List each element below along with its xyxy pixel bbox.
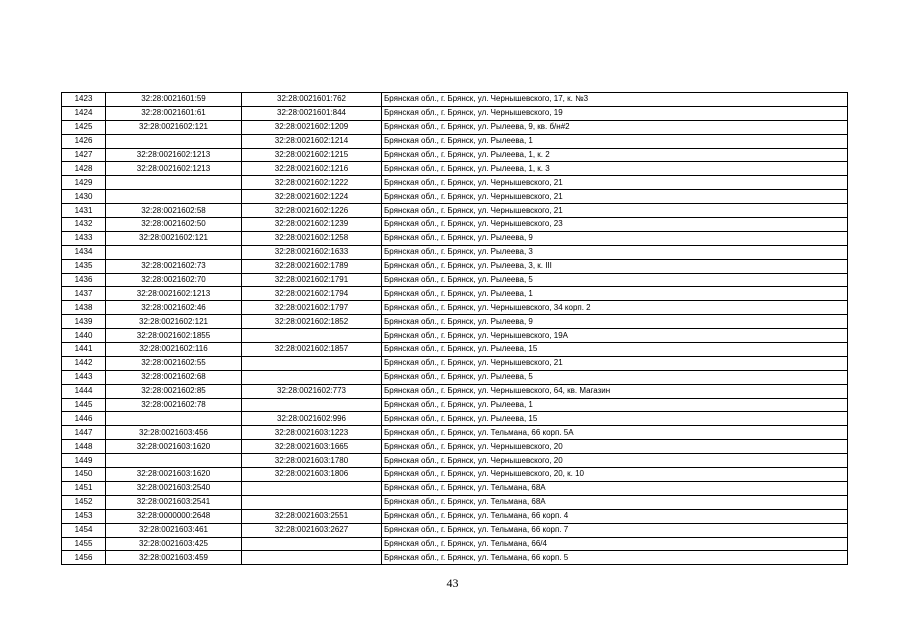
address-cell: Брянская обл., г. Брянск, ул. Рылеева, 1, к. 3 (382, 162, 848, 176)
building-cadastral-number-cell: 32:28:0021602:1226 (242, 204, 382, 218)
table-row (62, 120, 848, 134)
page-number: 43 (446, 576, 459, 590)
row-number-cell: 1429 (62, 176, 106, 190)
building-cadastral-number-cell (242, 356, 382, 370)
table-row (62, 551, 848, 565)
table-row (62, 134, 848, 148)
parcel-cadastral-number-cell: 32:28:0021602:50 (106, 218, 242, 232)
address-cell: Брянская обл., г. Брянск, ул. Тельмана, 66/4 (382, 537, 848, 551)
parcel-cadastral-number-cell: 32:28:0021603:459 (106, 551, 242, 565)
row-number-cell: 1446 (62, 412, 106, 426)
address-cell: Брянская обл., г. Брянск, ул. Чернышевского, 23 (382, 218, 848, 232)
address-cell: Брянская обл., г. Брянск, ул. Чернышевского, 20 (382, 454, 848, 468)
parcel-cadastral-number-cell: 32:28:0021602:46 (106, 301, 242, 315)
parcel-cadastral-number-cell: 32:28:0021602:1213 (106, 287, 242, 301)
address-cell: Брянская обл., г. Брянск, ул. Чернышевского, 21 (382, 356, 848, 370)
building-cadastral-number-cell: 32:28:0021602:1214 (242, 134, 382, 148)
row-number-cell: 1442 (62, 356, 106, 370)
address-cell: Брянская обл., г. Брянск, ул. Чернышевского, 21 (382, 204, 848, 218)
address-cell: Брянская обл., г. Брянск, ул. Чернышевского, 64, кв. Магазин (382, 384, 848, 398)
row-number-cell: 1438 (62, 301, 106, 315)
row-number-cell: 1426 (62, 134, 106, 148)
parcel-cadastral-number-cell: 32:28:0021602:1213 (106, 148, 242, 162)
row-number-cell: 1425 (62, 120, 106, 134)
parcel-cadastral-number-cell: 32:28:0021602:121 (106, 120, 242, 134)
building-cadastral-number-cell: 32:28:0021603:1223 (242, 426, 382, 440)
parcel-cadastral-number-cell: 32:28:0021602:78 (106, 398, 242, 412)
row-number-cell: 1428 (62, 162, 106, 176)
address-cell: Брянская обл., г. Брянск, ул. Рылеева, 9 (382, 231, 848, 245)
address-cell: Брянская обл., г. Брянск, ул. Тельмана, 66 корп. 4 (382, 509, 848, 523)
building-cadastral-number-cell: 32:28:0021603:1665 (242, 440, 382, 454)
address-cell: Брянская обл., г. Брянск, ул. Тельмана, 66 корп. 7 (382, 523, 848, 537)
table-row (62, 106, 848, 120)
row-number-cell: 1456 (62, 551, 106, 565)
building-cadastral-number-cell (242, 370, 382, 384)
parcel-cadastral-number-cell: 32:28:0021602:1213 (106, 162, 242, 176)
building-cadastral-number-cell: 32:28:0021602:1215 (242, 148, 382, 162)
building-cadastral-number-cell: 32:28:0021602:996 (242, 412, 382, 426)
building-cadastral-number-cell: 32:28:0021601:762 (242, 93, 382, 107)
row-number-cell: 1432 (62, 218, 106, 232)
address-cell: Брянская обл., г. Брянск, ул. Тельмана, 68А (382, 495, 848, 509)
address-cell: Брянская обл., г. Брянск, ул. Чернышевского, 20 (382, 440, 848, 454)
parcel-cadastral-number-cell: 32:28:0021602:68 (106, 370, 242, 384)
address-cell: Брянская обл., г. Брянск, ул. Рылеева, 1 (382, 398, 848, 412)
building-cadastral-number-cell: 32:28:0021602:1791 (242, 273, 382, 287)
address-cell: Брянская обл., г. Брянск, ул. Тельмана, 66 корп. 5А (382, 426, 848, 440)
table-row (62, 245, 848, 259)
building-cadastral-number-cell: 32:28:0021601:844 (242, 106, 382, 120)
table-row (62, 301, 848, 315)
address-cell: Брянская обл., г. Брянск, ул. Рылеева, 1 (382, 134, 848, 148)
building-cadastral-number-cell: 32:28:0021602:1857 (242, 343, 382, 357)
row-number-cell: 1455 (62, 537, 106, 551)
row-number-cell: 1444 (62, 384, 106, 398)
row-number-cell: 1451 (62, 481, 106, 495)
table-row (62, 356, 848, 370)
parcel-cadastral-number-cell: 32:28:0000000:2648 (106, 509, 242, 523)
row-number-cell: 1437 (62, 287, 106, 301)
building-cadastral-number-cell: 32:28:0021602:1797 (242, 301, 382, 315)
row-number-cell: 1453 (62, 509, 106, 523)
address-cell: Брянская обл., г. Брянск, ул. Тельмана, 66 корп. 5 (382, 551, 848, 565)
table-row (62, 370, 848, 384)
address-cell: Брянская обл., г. Брянск, ул. Рылеева, 9, кв. б/н#2 (382, 120, 848, 134)
building-cadastral-number-cell: 32:28:0021602:1633 (242, 245, 382, 259)
table-row (62, 190, 848, 204)
row-number-cell: 1424 (62, 106, 106, 120)
table-row (62, 273, 848, 287)
address-cell: Брянская обл., г. Брянск, ул. Рылеева, 1, к. 2 (382, 148, 848, 162)
table-row (62, 93, 848, 107)
row-number-cell: 1454 (62, 523, 106, 537)
building-cadastral-number-cell: 32:28:0021603:2551 (242, 509, 382, 523)
row-number-cell: 1427 (62, 148, 106, 162)
parcel-cadastral-number-cell: 32:28:0021603:461 (106, 523, 242, 537)
table-row (62, 329, 848, 343)
table-row (62, 495, 848, 509)
parcel-cadastral-number-cell: 32:28:0021602:1855 (106, 329, 242, 343)
row-number-cell: 1439 (62, 315, 106, 329)
row-number-cell: 1448 (62, 440, 106, 454)
address-cell: Брянская обл., г. Брянск, ул. Рылеева, 15 (382, 412, 848, 426)
address-cell: Брянская обл., г. Брянск, ул. Рылеева, 3 (382, 245, 848, 259)
parcel-cadastral-number-cell: 32:28:0021603:1620 (106, 440, 242, 454)
building-cadastral-number-cell: 32:28:0021602:773 (242, 384, 382, 398)
address-cell: Брянская обл., г. Брянск, ул. Чернышевского, 19 (382, 106, 848, 120)
building-cadastral-number-cell (242, 495, 382, 509)
address-cell: Брянская обл., г. Брянск, ул. Чернышевского, 21 (382, 176, 848, 190)
building-cadastral-number-cell: 32:28:0021602:1258 (242, 231, 382, 245)
parcel-cadastral-number-cell: 32:28:0021603:2540 (106, 481, 242, 495)
building-cadastral-number-cell (242, 398, 382, 412)
parcel-cadastral-number-cell: 32:28:0021602:85 (106, 384, 242, 398)
address-cell: Брянская обл., г. Брянск, ул. Рылеева, 3, к. III (382, 259, 848, 273)
address-cell: Брянская обл., г. Брянск, ул. Рылеева, 15 (382, 343, 848, 357)
parcel-cadastral-number-cell: 32:28:0021603:2541 (106, 495, 242, 509)
table-row (62, 440, 848, 454)
row-number-cell: 1440 (62, 329, 106, 343)
table-row (62, 537, 848, 551)
row-number-cell: 1452 (62, 495, 106, 509)
parcel-cadastral-number-cell: 32:28:0021602:55 (106, 356, 242, 370)
parcel-cadastral-number-cell: 32:28:0021602:121 (106, 315, 242, 329)
table-row (62, 509, 848, 523)
building-cadastral-number-cell: 32:28:0021603:1780 (242, 454, 382, 468)
row-number-cell: 1445 (62, 398, 106, 412)
building-cadastral-number-cell: 32:28:0021602:1239 (242, 218, 382, 232)
table-row (62, 412, 848, 426)
parcel-cadastral-number-cell: 32:28:0021602:58 (106, 204, 242, 218)
building-cadastral-number-cell: 32:28:0021602:1209 (242, 120, 382, 134)
table-row (62, 287, 848, 301)
address-cell: Брянская обл., г. Брянск, ул. Рылеева, 1 (382, 287, 848, 301)
building-cadastral-number-cell: 32:28:0021603:1806 (242, 468, 382, 482)
row-number-cell: 1436 (62, 273, 106, 287)
row-number-cell: 1433 (62, 231, 106, 245)
building-cadastral-number-cell: 32:28:0021602:1224 (242, 190, 382, 204)
parcel-cadastral-number-cell: 32:28:0021602:121 (106, 231, 242, 245)
building-cadastral-number-cell (242, 481, 382, 495)
address-cell: Брянская обл., г. Брянск, ул. Рылеева, 9 (382, 315, 848, 329)
parcel-cadastral-number-cell (106, 454, 242, 468)
registry-table-body (62, 93, 848, 565)
parcel-cadastral-number-cell (106, 176, 242, 190)
building-cadastral-number-cell (242, 537, 382, 551)
parcel-cadastral-number-cell (106, 245, 242, 259)
row-number-cell: 1441 (62, 343, 106, 357)
address-cell: Брянская обл., г. Брянск, ул. Рылеева, 5 (382, 370, 848, 384)
table-row (62, 148, 848, 162)
row-number-cell: 1447 (62, 426, 106, 440)
row-number-cell: 1435 (62, 259, 106, 273)
table-row (62, 426, 848, 440)
address-cell: Брянская обл., г. Брянск, ул. Чернышевского, 19А (382, 329, 848, 343)
table-row (62, 204, 848, 218)
row-number-cell: 1430 (62, 190, 106, 204)
parcel-cadastral-number-cell: 32:28:0021602:70 (106, 273, 242, 287)
row-number-cell: 1443 (62, 370, 106, 384)
row-number-cell: 1450 (62, 468, 106, 482)
table-row (62, 315, 848, 329)
building-cadastral-number-cell: 32:28:0021602:1789 (242, 259, 382, 273)
table-row (62, 523, 848, 537)
table-row (62, 231, 848, 245)
table-row (62, 481, 848, 495)
building-cadastral-number-cell (242, 329, 382, 343)
address-cell: Брянская обл., г. Брянск, ул. Чернышевского, 17, к. №3 (382, 93, 848, 107)
table-row (62, 398, 848, 412)
building-cadastral-number-cell: 32:28:0021602:1852 (242, 315, 382, 329)
parcel-cadastral-number-cell (106, 134, 242, 148)
parcel-cadastral-number-cell: 32:28:0021603:425 (106, 537, 242, 551)
parcel-cadastral-number-cell (106, 412, 242, 426)
row-number-cell: 1434 (62, 245, 106, 259)
building-cadastral-number-cell: 32:28:0021603:2627 (242, 523, 382, 537)
building-cadastral-number-cell: 32:28:0021602:1216 (242, 162, 382, 176)
table-row (62, 259, 848, 273)
address-cell: Брянская обл., г. Брянск, ул. Чернышевского, 34 корп. 2 (382, 301, 848, 315)
table-row (62, 384, 848, 398)
registry-table (61, 92, 848, 565)
parcel-cadastral-number-cell: 32:28:0021601:61 (106, 106, 242, 120)
building-cadastral-number-cell: 32:28:0021602:1794 (242, 287, 382, 301)
address-cell: Брянская обл., г. Брянск, ул. Рылеева, 5 (382, 273, 848, 287)
row-number-cell: 1423 (62, 93, 106, 107)
table-row (62, 343, 848, 357)
parcel-cadastral-number-cell: 32:28:0021603:1620 (106, 468, 242, 482)
parcel-cadastral-number-cell: 32:28:0021603:456 (106, 426, 242, 440)
table-row (62, 218, 848, 232)
address-cell: Брянская обл., г. Брянск, ул. Чернышевского, 21 (382, 190, 848, 204)
parcel-cadastral-number-cell: 32:28:0021602:73 (106, 259, 242, 273)
parcel-cadastral-number-cell: 32:28:0021601:59 (106, 93, 242, 107)
table-row (62, 468, 848, 482)
address-cell: Брянская обл., г. Брянск, ул. Чернышевского, 20, к. 10 (382, 468, 848, 482)
table-row (62, 176, 848, 190)
table-row (62, 454, 848, 468)
row-number-cell: 1449 (62, 454, 106, 468)
parcel-cadastral-number-cell (106, 190, 242, 204)
building-cadastral-number-cell: 32:28:0021602:1222 (242, 176, 382, 190)
building-cadastral-number-cell (242, 551, 382, 565)
row-number-cell: 1431 (62, 204, 106, 218)
address-cell: Брянская обл., г. Брянск, ул. Тельмана, 68А (382, 481, 848, 495)
parcel-cadastral-number-cell: 32:28:0021602:116 (106, 343, 242, 357)
table-row (62, 162, 848, 176)
